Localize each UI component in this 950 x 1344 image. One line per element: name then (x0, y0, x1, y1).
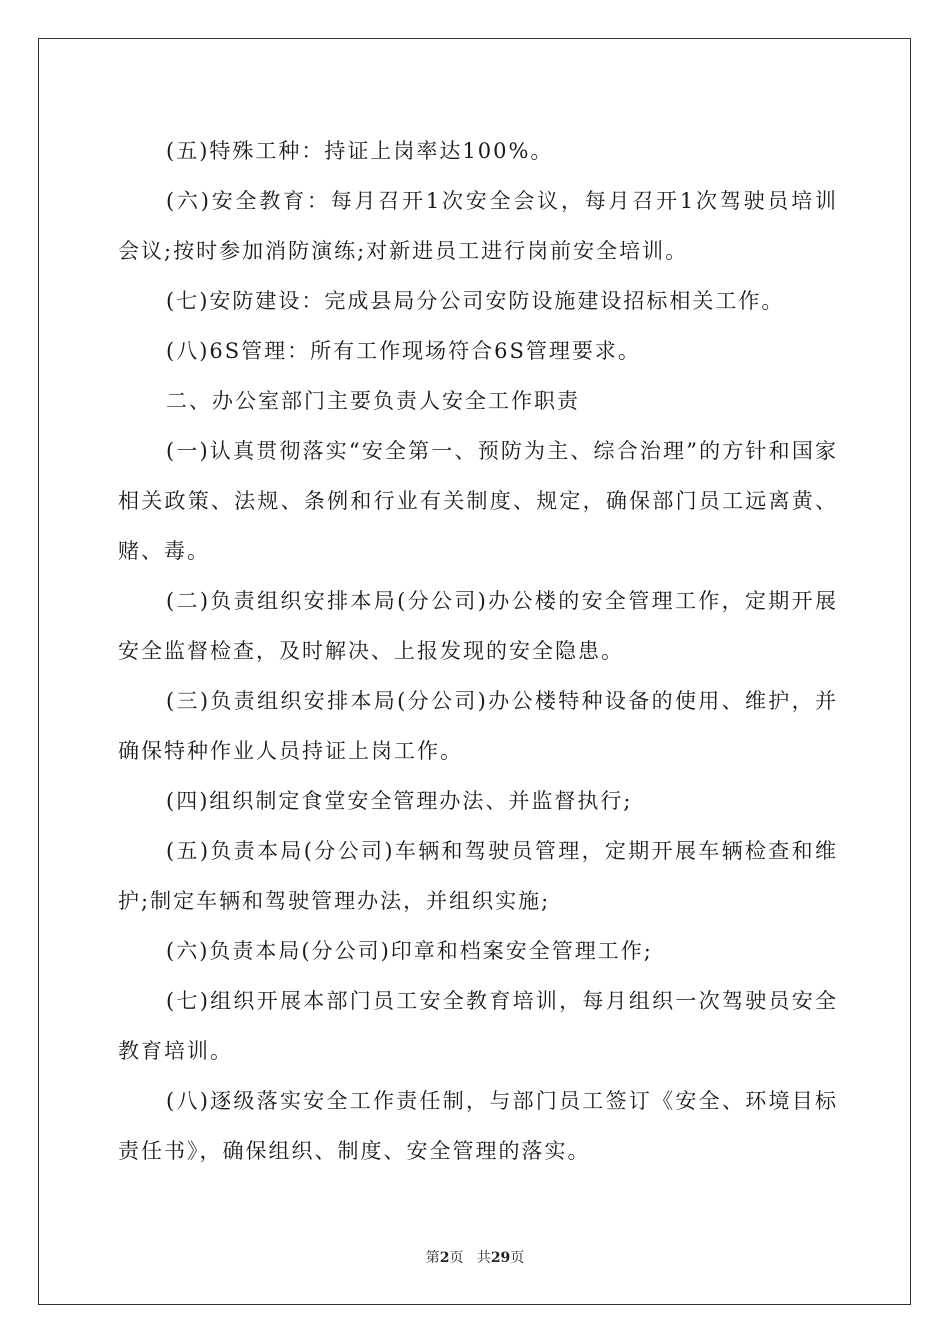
paragraph: (七)组织开展本部门员工安全教育培训，每月组织一次驾驶员安全教育培训。 (118, 989, 838, 1063)
paragraph: (六)负责本局(分公司)印章和档案安全管理工作; (166, 939, 653, 963)
paragraph: (四)组织制定食堂安全管理办法、并监督执行; (166, 789, 633, 813)
paragraph: (七)安防建设：完成县局分公司安防设施建设招标相关工作。 (166, 289, 785, 313)
page-footer (0, 1247, 950, 1267)
page-number: 2 (439, 1250, 450, 1266)
paragraph: (三)负责组织安排本局(分公司)办公楼特种设备的使用、维护，并确保特种作业人员持证上岗工作。 (118, 689, 838, 763)
paragraph: (一)认真贯彻落实“安全第一、预防为主、综合治理”的方针和国家相关政策、法规、条例和行业有关制度、规定，确保部门员工远离黄、赌、毒。 (118, 439, 838, 563)
section-heading: 二、办公室部门主要负责人安全工作职责 (166, 389, 580, 413)
paragraph: (五)特殊工种：持证上岗率达100%。 (166, 139, 554, 163)
paragraph: (五)负责本局(分公司)车辆和驾驶员管理，定期开展车辆检查和维护;制定车辆和驾驶管理办法，并组织实施; (118, 839, 838, 913)
page-suffix: 页 (449, 1250, 464, 1266)
total-prefix: 共 (476, 1250, 491, 1266)
paragraph: (八)逐级落实安全工作责任制，与部门员工签订《安全、环境目标责任书》，确保组织、制度、安全管理的落实。 (118, 1089, 838, 1163)
paragraph: (六)安全教育：每月召开1次安全会议，每月召开1次驾驶员培训会议;按时参加消防演练;对新进员工进行岗前安全培训。 (118, 189, 838, 263)
paragraph: (二)负责组织安排本局(分公司)办公楼的安全管理工作，定期开展安全监督检查，及时解决、上报发现的安全隐患。 (118, 589, 838, 663)
total-suffix: 页 (510, 1250, 525, 1266)
paragraph: (八)6S管理：所有工作现场符合6S管理要求。 (166, 339, 641, 363)
total-pages: 29 (490, 1250, 511, 1266)
page-prefix: 第 (425, 1250, 440, 1266)
document-body (118, 126, 838, 1176)
